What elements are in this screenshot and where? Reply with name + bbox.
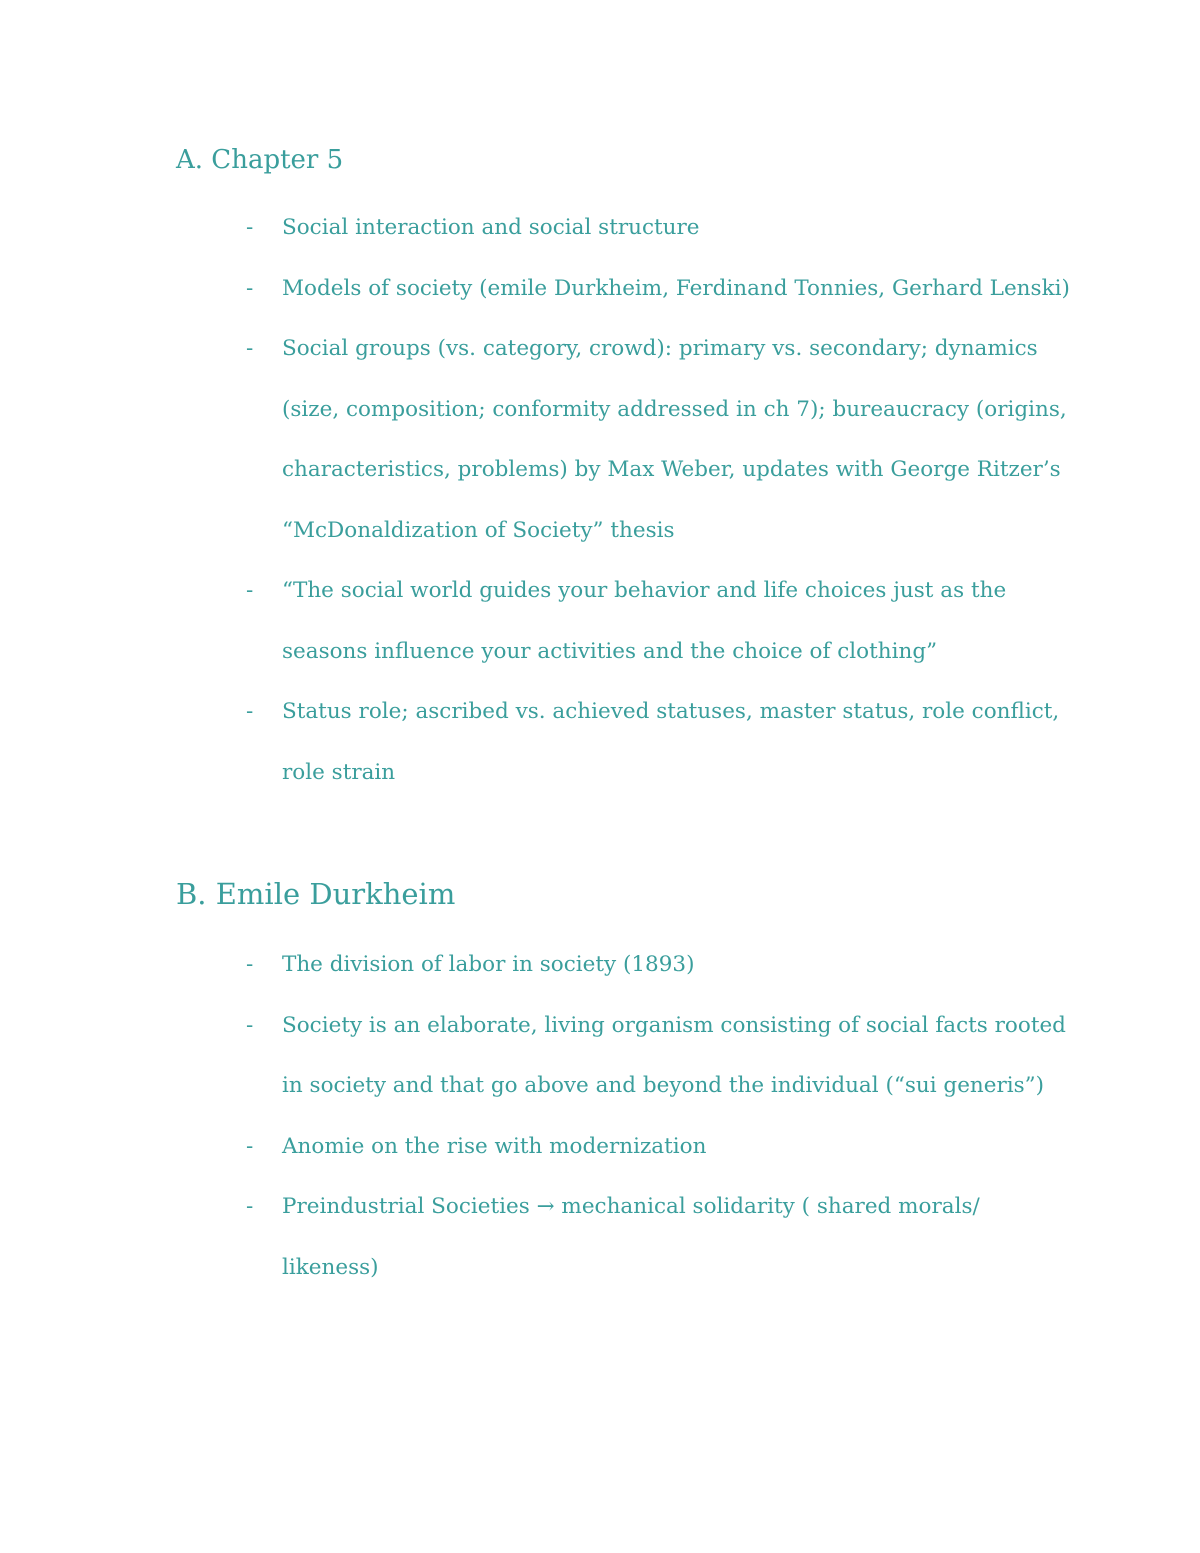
- bullet-dash: -: [246, 952, 254, 977]
- list-item: [0, 198, 1072, 259]
- list-item: [0, 561, 1072, 682]
- list-item: [0, 1177, 1072, 1298]
- bullet-dash: -: [246, 1194, 254, 1219]
- bullet-dash: -: [246, 336, 254, 361]
- bullet-dash: -: [246, 699, 254, 724]
- list-item-text: Models of society (emile Durkheim, Ferdinand Tonnies, Gerhard Lenski): [282, 275, 1070, 301]
- list-item: [0, 319, 1072, 561]
- list-item-text: Preindustrial Societies → mechanical solidarity ( shared morals/ likeness): [282, 1194, 980, 1280]
- bullet-dash: -: [246, 1133, 254, 1159]
- section-a-list: [0, 198, 1200, 803]
- bullet-dash: -: [246, 578, 254, 603]
- section-a-heading: A. Chapter 5: [176, 145, 344, 175]
- bullet-dash: -: [246, 1012, 254, 1038]
- list-item-text: “The social world guides your behavior and life choices just as the seasons influence your activities and the choice of clothing”: [282, 578, 1007, 664]
- list-item: [0, 996, 1072, 1117]
- list-item-text: Social interaction and social structure: [282, 215, 700, 240]
- bullet-dash: -: [246, 275, 254, 301]
- section-b-heading: B. Emile Durkheim: [176, 877, 456, 911]
- list-item-text: The division of labor in society (1893): [282, 952, 695, 977]
- list-item-text: Status role; ascribed vs. achieved statuses, master status, role conflict, role strain: [282, 699, 1060, 785]
- list-item-text: Social groups (vs. category, crowd): primary vs. secondary; dynamics (size, composition; conformity addressed in ch 7); bureaucracy (origins, characteristics, problems) by Max Weber, updates with George Ritzer’s “McDonaldization of Society” thesis: [282, 336, 1067, 543]
- list-item-text: Anomie on the rise with modernization: [282, 1133, 707, 1159]
- list-item: [0, 682, 1072, 803]
- section-b-list: [0, 935, 1200, 1298]
- bullet-dash: -: [246, 215, 254, 240]
- list-item-text: Society is an elaborate, living organism consisting of social facts rooted in society and that go above and beyond the individual (“sui generis”): [282, 1012, 1066, 1098]
- list-item: [0, 1117, 1072, 1178]
- list-item: [0, 259, 1072, 320]
- list-item: [0, 935, 1072, 996]
